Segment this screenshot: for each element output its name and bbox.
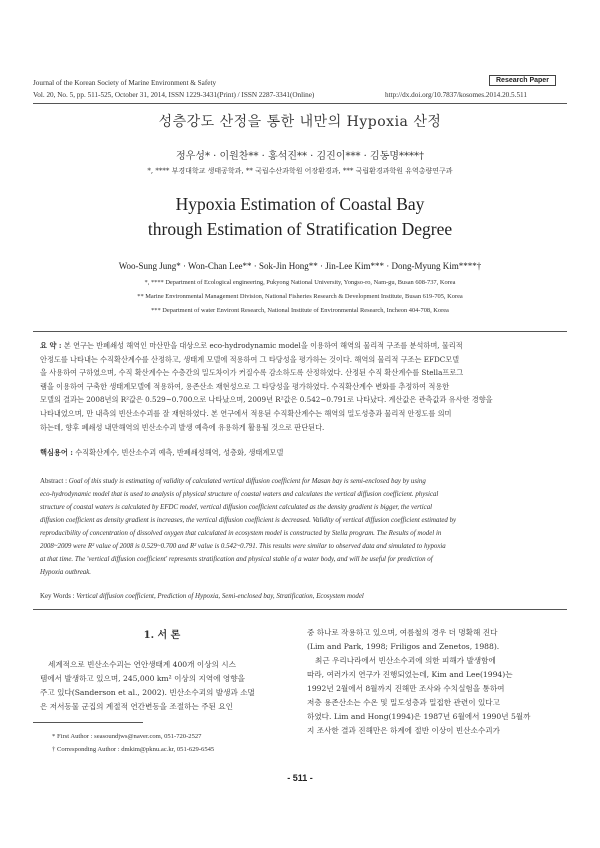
english-affiliation-1: *, **** Department of Ecological engineering, Pukyong National University, Yongso-ro, Nam-gu, Busan 608-737, Korea xyxy=(144,279,456,286)
right-col-line-6: 저층 용존산소는 수온 및 밀도성층과 밀접한 관련이 있다고 xyxy=(307,698,500,707)
left-col-line-4: 은 저서동물 군집의 계절적 연간변동을 조절하는 주된 요인 xyxy=(40,702,233,711)
doi-link[interactable]: http://dx.doi.org/10.7837/kosomes.2014.20.5.511 xyxy=(385,91,527,99)
english-affiliation-3: *** Department of water Environt Research, National Institute of Environmental Research, Incheon 404-708, Korea xyxy=(151,307,449,314)
english-abstract-line-5: reproducibility of concentration of dissolved oxygen that calculated in ecosystem model is constructed by Stella program. The Results of model in xyxy=(40,530,442,537)
korean-affiliations: *, **** 부경대학교 생태공학과, ** 국립수산과학원 어장환경과, *** 국립환경과학원 유역총량연구과 xyxy=(147,167,453,175)
volume-line: Vol. 20, No. 5, pp. 511-525, October 31, 2014, ISSN 1229-3431(Print) / ISSN 2287-3341(Online) xyxy=(33,91,315,99)
right-col-line-7: 하였다. Lim and Hong(1994)은 1987년 6월에서 1990년 5월까 xyxy=(307,712,531,721)
paper-type-badge: Research Paper xyxy=(489,75,556,86)
korean-abstract-line-7: 하는데, 향후 폐쇄성 내만해역의 빈산소수괴 발생 예측에 유용하게 활용될 것으로 판단된다. xyxy=(40,422,325,432)
korean-keywords-label: 핵심용어 : xyxy=(40,448,73,457)
korean-keywords-text: 수직확산계수, 빈산소수괴 예측, 반폐쇄성해역, 성층화, 생태계모델 xyxy=(75,448,284,457)
journal-name: Journal of the Korean Society of Marine Environment & Safety xyxy=(33,79,217,87)
english-abstract-line-8: Hypoxia outbreak. xyxy=(40,569,92,576)
english-abstract-line-4: diffusion coefficient as density gradient is increases, the vertical diffusion coefficient is decreased. Validity of vertical diffusion coefficient estimated by xyxy=(40,517,457,524)
english-abstract-line-7: at that time. The 'vertical diffusion coefficient' represents stratification and physical stable of a water body, and will be useful for prediction of xyxy=(40,556,433,563)
korean-abstract-line-4: 램을 이용하여 구축한 생태계모델에 적용하여, 용존산소 재현성으로 그 타당성을 평가하였다. 수직확산계수 변화를 추정하여 적용한 xyxy=(40,381,450,391)
english-keywords-text: Vertical diffusion coefficient, Prediction of Hypoxia, Semi-enclosed bay, Stratification, Ecosystem model xyxy=(76,593,364,600)
english-abstract xyxy=(40,475,562,579)
section-heading: 1. 서 론 xyxy=(143,630,181,641)
header-divider xyxy=(33,103,567,104)
left-col-line-2: 템에서 발생하고 있으며, 245,000 km² 이상의 지역에 영향을 xyxy=(40,674,245,683)
korean-abstract-line-5: 모델의 결과는 2008년의 R²값은 0.529~0.700으로 나타났으며, 2009년 R²값은 0.542~0.791로 나타났다. 계산값은 관측값과 유사한 경향을 xyxy=(40,395,493,405)
english-authors: Woo-Sung Jung* · Won-Chan Lee** · Sok-Jin Hong** · Jin-Lee Kim*** · Dong-Myung Kim****† xyxy=(118,261,482,271)
left-col-line-1: 세계적으로 빈산소수괴는 연안생태계 400개 이상의 시스 xyxy=(48,660,236,669)
right-col-line-5: 1992년 2월에서 8월까지 진해만 조사와 수치실험을 통하여 xyxy=(307,684,505,693)
korean-keywords xyxy=(40,446,562,460)
abstract-top-divider xyxy=(33,331,567,332)
footnote-divider xyxy=(33,722,143,723)
korean-title: 성층강도 산정을 통한 내만의 Hypoxia 산정 xyxy=(158,114,442,130)
footnote-first-author: * First Author : seasoundjws@naver.com, 051-720-2527 xyxy=(52,733,202,740)
english-title-line1: Hypoxia Estimation of Coastal Bay xyxy=(175,194,425,214)
right-col-line-4: 따라, 여러가지 연구가 진행되었는데, Kim and Lee(1994)는 xyxy=(307,670,513,679)
english-title-line2: through Estimation of Stratification Degree xyxy=(147,219,453,239)
korean-abstract xyxy=(40,339,562,434)
right-col-line-2: (Lim and Park, 1998; Friligos and Zenetos, 1988). xyxy=(307,642,500,651)
english-keywords-label: Key Words : xyxy=(40,593,75,600)
right-col-line-8: 지 조사한 결과 진해만은 하계에 절반 이상이 빈산소수괴가 xyxy=(307,726,500,735)
english-abstract-label: Abstract : xyxy=(40,478,67,485)
korean-abstract-label: 요 약 : xyxy=(40,341,62,350)
korean-abstract-line-6: 나타내었으며, 만 내측의 빈산소수괴를 잘 재현하였다. 본 연구에서 적용된 수직확산계수는 해역의 밀도성층과 물리적 안정도를 의미 xyxy=(40,408,452,418)
page-number: - 511 - xyxy=(287,773,313,783)
korean-authors: 정우성* · 이원찬** · 홍석진** · 김진이*** · 김동명****† xyxy=(175,151,425,162)
left-col-line-3: 주고 있다(Sanderson et al., 2002). 빈산소수괴의 발생과 소멸 xyxy=(40,688,255,697)
left-column-text xyxy=(40,658,293,714)
english-abstract-line-3: structure of coastal waters is calculated by EFDC model, vertical diffusion coefficient calculated as the density gradient is bigger, the vertical xyxy=(40,504,433,511)
english-abstract-line-6: 2008~2009 were R² value of 2008 is 0.529~0.700 and R² value is 0.542~0.791. This results were similar to observed data and simulated to hypoxia xyxy=(40,543,446,550)
korean-abstract-line-3: 을 사용하여 구하였으며, 수직 확산계수는 수층간의 밀도차이가 커질수록 감소하도록 산정하였다. 산정된 수직 확산계수를 Stella프로그 xyxy=(40,368,464,378)
right-col-line-3: 최근 우리나라에서 빈산소수괴에 의한 피해가 발생함에 xyxy=(315,656,496,665)
right-col-line-1: 중 하나로 작용하고 있으며, 여름철의 경우 더 명확해 진다 xyxy=(307,628,498,637)
right-column-text xyxy=(307,626,565,738)
footnote-corresponding-author: † Corresponding Author : dmkim@pknu.ac.kr, 051-629-6545 xyxy=(52,746,215,753)
english-affiliation-2: ** Marine Environmental Management Division, National Fisheries Research & Development Institute, Busan 619-705, Korea xyxy=(137,293,463,300)
korean-abstract-line-2: 안정도를 나타내는 수직확산계수를 산정하고, 생태계 모델에 적용하여 그 타당성을 평가하는 것이다. 해역의 물리적 구조는 EFDC모델 xyxy=(40,354,460,364)
english-abstract-line-1: Abstract : Goal of this study is estimating of validity of calculated vertical diffusion coefficient for Masan bay is semi-enclosed bay by using xyxy=(40,478,426,485)
korean-abstract-line-1: 요 약 : 본 연구는 반폐쇄성 해역인 마산만을 대상으로 eco-hydrodynamic model을 이용하여 해역의 물리적 구조를 분석하며, 물리적 xyxy=(40,341,463,350)
english-keywords xyxy=(40,590,562,603)
abstract-bottom-divider xyxy=(33,609,567,610)
english-abstract-line-2: eco-hydrodynamic model that is used to analysis of physical structure of coastal waters and calculates the vertical diffusion coefficient. physical xyxy=(40,491,439,498)
